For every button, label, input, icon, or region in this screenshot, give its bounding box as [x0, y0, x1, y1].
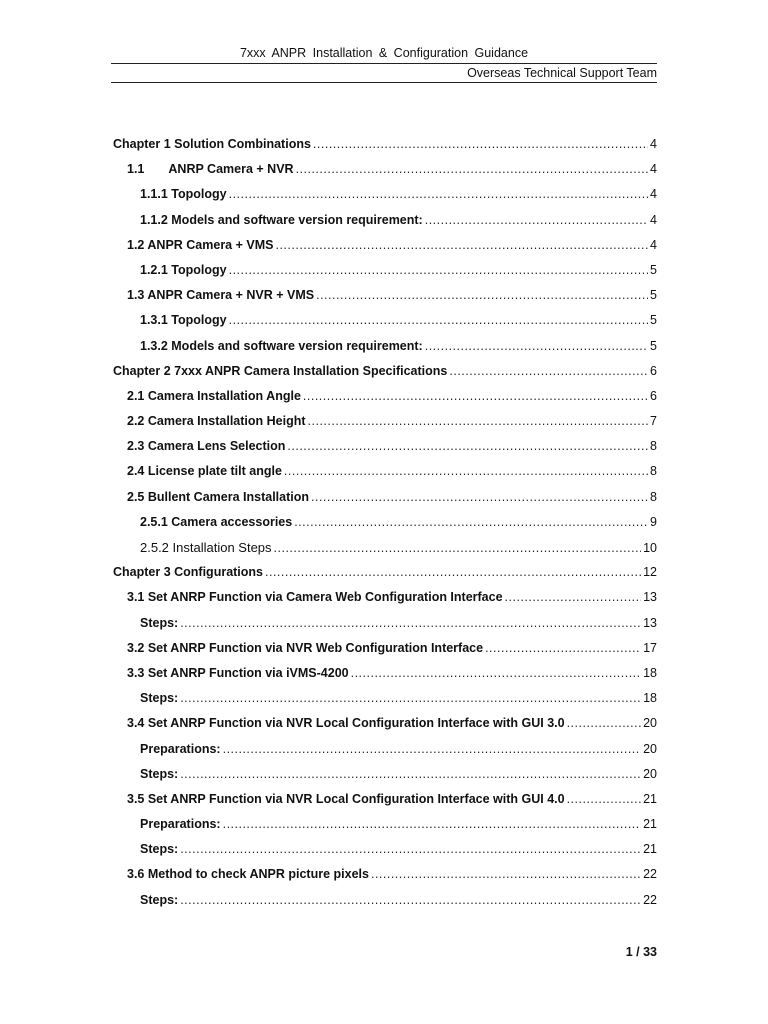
toc-entry[interactable] [111, 616, 657, 641]
toc-entry-text: 1.1.1 Topology [140, 187, 227, 202]
toc-dot-leader [303, 389, 648, 403]
toc-entry-page: 21 [643, 842, 657, 857]
toc-entry-title [127, 162, 294, 176]
toc-dot-leader [567, 792, 642, 806]
toc-entry[interactable] [111, 742, 657, 767]
toc-entry-title [140, 515, 292, 529]
toc-entry[interactable] [111, 162, 657, 187]
toc-entry[interactable] [111, 263, 657, 288]
toc-entry-title [140, 263, 227, 277]
toc-entry-title [140, 313, 227, 327]
toc-entry-page: 7 [650, 414, 657, 429]
toc-dot-leader [296, 162, 648, 176]
toc-entry[interactable] [111, 867, 657, 892]
toc-dot-leader [180, 767, 641, 781]
toc-entry-title [113, 364, 447, 378]
toc-dot-leader [180, 616, 641, 630]
toc-dot-leader [311, 490, 648, 504]
toc-dot-leader [284, 464, 648, 478]
toc-dot-leader [316, 288, 648, 302]
toc-entry-text: 3.3 Set ANRP Function via iVMS-4200 [127, 665, 349, 680]
toc-entry-title [140, 540, 272, 555]
toc-entry-text: Chapter 1 Solution Combinations [113, 137, 311, 151]
toc-entry-page: 18 [643, 665, 657, 680]
toc-entry-text: Steps: [140, 892, 179, 907]
toc-entry-page: 5 [650, 262, 657, 277]
toc-entry-page: 10 [643, 541, 657, 555]
toc-entry[interactable] [111, 389, 657, 414]
toc-entry-title [127, 666, 349, 680]
toc-dot-leader [425, 339, 648, 353]
toc-entry-text: 2.5.1 Camera accessories [140, 514, 293, 529]
toc-entry-page: 5 [650, 288, 657, 303]
toc-entry-page: 4 [650, 162, 657, 177]
toc-entry-page: 22 [643, 892, 657, 907]
toc-entry-text: Chapter 2 7xxx ANPR Camera Installation Specifications [113, 363, 448, 378]
toc-entry-text: 2.1 Camera Installation Angle [127, 388, 301, 403]
toc-dot-leader [485, 641, 641, 655]
toc-entry-title [127, 641, 483, 655]
toc-entry[interactable] [111, 137, 657, 162]
toc-entry-title [127, 238, 273, 252]
toc-entry-page: 13 [643, 615, 657, 630]
toc-entry[interactable] [111, 893, 657, 918]
toc-entry-text: 3.5 Set ANRP Function via NVR Local Configuration Interface with GUI 4.0 [127, 791, 565, 806]
toc-entry-text: 2.4 License plate tilt angle [127, 464, 282, 479]
toc-entry-page: 8 [650, 489, 657, 504]
toc-entry-text: 3.1 Set ANRP Function via Camera Web Configuration Interface [127, 590, 503, 605]
toc-entry-title [127, 288, 314, 302]
toc-entry-page: 18 [643, 691, 657, 706]
toc-entry-page: 8 [650, 439, 657, 454]
toc-dot-leader [223, 742, 642, 756]
toc-entry-title [127, 414, 306, 428]
toc-entry[interactable] [111, 817, 657, 842]
toc-entry[interactable] [111, 666, 657, 691]
toc-entry-title [140, 767, 178, 781]
toc-entry-page: 20 [643, 766, 657, 781]
toc-entry-text: Steps: [140, 615, 179, 630]
toc-entry-page: 4 [650, 237, 657, 252]
toc-dot-leader [371, 867, 641, 881]
toc-dot-leader [308, 414, 649, 428]
toc-dot-leader [449, 364, 648, 378]
toc-entry-title [140, 742, 221, 756]
header-rule-top [111, 63, 657, 64]
table-of-contents [111, 137, 657, 918]
toc-entry[interactable] [111, 288, 657, 313]
toc-entry-text: Steps: [140, 842, 179, 857]
toc-entry-text: 3.2 Set ANRP Function via NVR Web Configuration Interface [127, 640, 484, 655]
toc-dot-leader [180, 842, 641, 856]
toc-entry-page: 4 [650, 212, 657, 227]
toc-entry-page: 5 [650, 313, 657, 328]
toc-entry-text: 1.3 ANPR Camera + NVR + VMS [127, 288, 315, 303]
toc-entry-text: 1.2 ANPR Camera + VMS [127, 237, 274, 252]
toc-entry-title [140, 339, 423, 353]
toc-entry-page: 6 [650, 388, 657, 403]
toc-entry[interactable] [111, 716, 657, 741]
toc-entry-title [127, 590, 503, 604]
toc-dot-leader [425, 213, 648, 227]
toc-dot-leader [313, 137, 648, 151]
toc-entry-page: 12 [643, 565, 657, 580]
toc-entry-text: 2.3 Camera Lens Selection [127, 439, 286, 454]
running-header-team: Overseas Technical Support Team [467, 66, 657, 80]
toc-entry-title [127, 716, 565, 730]
toc-entry-page: 6 [650, 363, 657, 378]
toc-entry-page: 9 [650, 514, 657, 529]
toc-entry-title [140, 817, 221, 831]
toc-entry-title [127, 490, 309, 504]
toc-entry-page: 20 [643, 716, 657, 731]
toc-dot-leader [294, 515, 648, 529]
toc-entry-text: 3.6 Method to check ANPR picture pixels [127, 867, 369, 882]
toc-entry[interactable] [111, 414, 657, 439]
toc-entry[interactable] [111, 590, 657, 615]
toc-entry-text: Steps: [140, 691, 179, 706]
toc-entry-text: 1.1.2 Models and software version requirement: [140, 212, 423, 227]
toc-entry-page: 5 [650, 338, 657, 353]
toc-entry[interactable] [111, 767, 657, 792]
toc-entry-title [127, 389, 301, 403]
toc-entry-title [140, 842, 178, 856]
toc-entry-title [113, 565, 263, 579]
toc-entry-number: 1.1 [127, 162, 145, 177]
toc-entry-text: 1.2.1 Topology [140, 262, 227, 277]
toc-entry-page: 4 [650, 187, 657, 202]
toc-dot-leader [265, 565, 641, 579]
toc-entry[interactable] [111, 187, 657, 212]
toc-dot-leader [274, 541, 642, 555]
toc-entry[interactable] [111, 213, 657, 238]
toc-entry[interactable] [111, 364, 657, 389]
toc-entry[interactable] [111, 515, 657, 540]
toc-dot-leader [229, 187, 648, 201]
toc-entry-text: 3.4 Set ANRP Function via NVR Local Configuration Interface with GUI 3.0 [127, 716, 565, 731]
toc-entry-title [113, 137, 311, 151]
toc-dot-leader [229, 313, 648, 327]
toc-entry-title [140, 187, 227, 201]
toc-entry-text: Preparations: [140, 741, 221, 756]
toc-entry-title [127, 464, 282, 478]
toc-entry-text: 1.3.2 Models and software version requirement: [140, 338, 423, 353]
header-rule-bottom [111, 82, 657, 83]
toc-entry[interactable] [111, 238, 657, 263]
toc-entry-text: Chapter 3 Configurations [113, 565, 264, 580]
toc-entry-title [127, 792, 565, 806]
toc-dot-leader [275, 238, 648, 252]
toc-entry-title [127, 867, 369, 881]
toc-entry-text: 2.5 Bullent Camera Installation [127, 489, 309, 504]
toc-entry[interactable] [111, 464, 657, 489]
toc-entry-page: 20 [643, 741, 657, 756]
toc-entry-text: 2.5.2 Installation Steps [140, 540, 272, 555]
toc-entry-page: 13 [643, 590, 657, 605]
toc-dot-leader [180, 893, 641, 907]
toc-dot-leader [567, 716, 642, 730]
toc-entry-page: 22 [643, 867, 657, 882]
toc-entry-page: 17 [643, 640, 657, 655]
toc-entry[interactable] [111, 842, 657, 867]
toc-dot-leader [229, 263, 648, 277]
toc-entry[interactable] [111, 792, 657, 817]
toc-entry[interactable] [111, 641, 657, 666]
toc-entry-page: 21 [643, 817, 657, 832]
toc-entry[interactable] [111, 313, 657, 338]
toc-entry[interactable] [111, 540, 657, 565]
toc-entry-title [140, 893, 178, 907]
page-number: 1 / 33 [625, 945, 657, 959]
running-header-title: 7xxx ANPR Installation & Configuration Guidance [239, 46, 529, 60]
toc-entry[interactable] [111, 439, 657, 464]
toc-entry-page: 21 [643, 791, 657, 806]
toc-dot-leader [180, 691, 641, 705]
toc-dot-leader [351, 666, 641, 680]
toc-entry-text: ANRP Camera + NVR [168, 162, 294, 177]
toc-entry-page: 8 [650, 464, 657, 479]
toc-entry[interactable] [111, 565, 657, 590]
toc-entry-text: 1.3.1 Topology [140, 313, 227, 328]
toc-entry-title [140, 691, 178, 705]
toc-entry-text: Steps: [140, 766, 179, 781]
toc-entry-text: Preparations: [140, 817, 221, 832]
toc-entry-title [140, 213, 423, 227]
toc-entry-page: 4 [650, 137, 657, 151]
toc-entry[interactable] [111, 691, 657, 716]
toc-dot-leader [223, 817, 642, 831]
toc-entry-text: 2.2 Camera Installation Height [127, 414, 306, 429]
toc-entry-title [127, 439, 285, 453]
toc-entry[interactable] [111, 339, 657, 364]
toc-dot-leader [287, 439, 648, 453]
toc-dot-leader [505, 590, 642, 604]
toc-entry-title [140, 616, 178, 630]
toc-entry[interactable] [111, 490, 657, 515]
